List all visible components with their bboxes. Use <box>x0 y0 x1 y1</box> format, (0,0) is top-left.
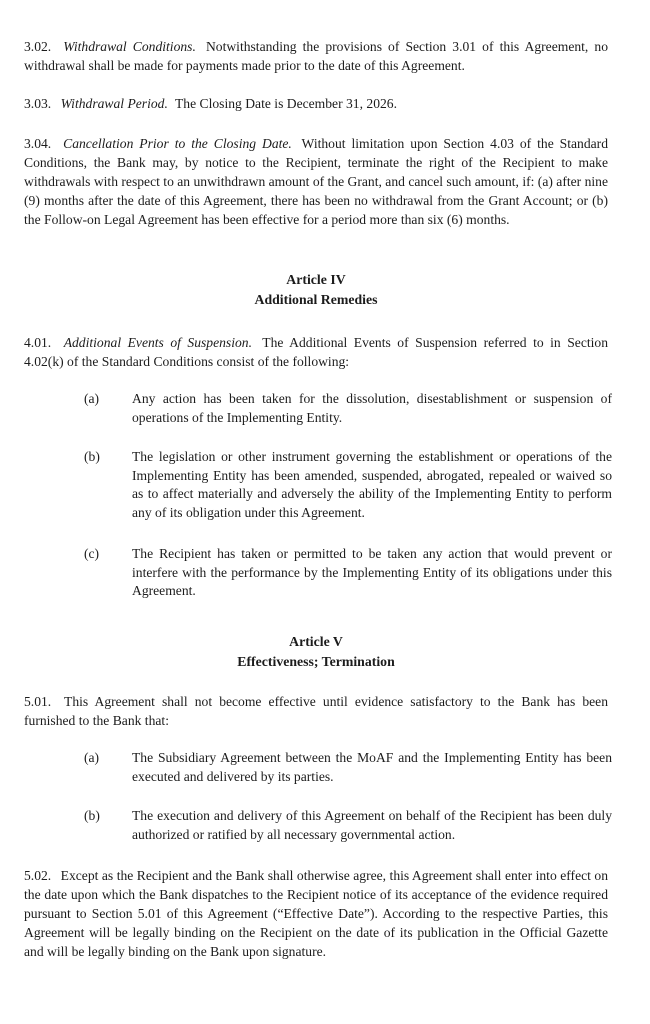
section-title: Cancellation Prior to the Closing Date. <box>63 136 292 151</box>
list-item-label: (a) <box>84 391 100 406</box>
article-4-heading: Article IV <box>286 272 346 287</box>
section-3-04 <box>24 134 608 229</box>
list-item-text: The Recipient has taken or permitted to be taken any action that would prevent or interfere with the performance by the Implementing Entity of its obligations under this Agreement. <box>132 546 612 598</box>
list-item-text: Any action has been taken for the dissolution, disestablishment or suspension of operations of the Implementing Entity. <box>132 391 612 425</box>
section-title: Withdrawal Conditions. <box>63 39 196 54</box>
section-number: 3.02. <box>24 39 52 54</box>
list-item <box>84 390 612 427</box>
section-5-01 <box>24 692 608 730</box>
article-5-heading: Article V <box>289 634 343 649</box>
list-item-text: The legislation or other instrument governing the establishment or operations of the Implementing Entity has been amended, suspended, abrogated, repealed or waived so as to affect materially and adversely the ability of the Implementing Entity to perform any of its obligation under this Agreement. <box>132 449 612 520</box>
list-item-text: The execution and delivery of this Agreement on behalf of the Recipient has been duly authorized or ratified by all necessary governmental action. <box>132 808 612 842</box>
section-title: Additional Events of Suspension. <box>63 335 252 350</box>
section-text: Except as the Recipient and the Bank shall otherwise agree, this Agreement shall enter into effect on the date upon which the Bank dispatches to the Recipient notice of its acceptance of the evidence required pursuant to Section 5.01 of this Agreement (“Effective Date”). According to the respective Parties, this Agreement will be legally binding on the Recipient on the date of its publication in the Official Gazette and will be legally binding on the Bank upon signature. <box>24 868 608 959</box>
list-item-label: (b) <box>84 808 100 823</box>
list-item <box>84 807 612 844</box>
article-4-subheading: Additional Remedies <box>254 292 378 307</box>
list-item <box>84 448 612 522</box>
section-text: Notwithstanding the provisions of Section 3.01 of this Agreement, no withdrawal shall be made for payments made prior to the date of this Agreement. <box>24 39 608 73</box>
section-text: Without limitation upon Section 4.03 of the Standard Conditions, the Bank may, by notice to the Recipient, terminate the right of the Recipient to make withdrawals with respect to an unwithdrawn amount of the Grant, and cancel such amount, if: (a) after nine (9) months after the date of this Agreement, there has been no withdrawal from the Grant Account; or (b) the Follow-on Legal Agreement has been effective for a period more than six (6) months. <box>24 136 609 227</box>
section-text: The Additional Events of Suspension referred to in Section 4.02(k) of the Standard Conditions consist of the following: <box>24 335 609 369</box>
section-title: Withdrawal Period. <box>60 96 168 111</box>
section-number: 3.03. <box>24 96 52 111</box>
list-item-label: (a) <box>84 750 100 765</box>
section-text: This Agreement shall not become effective until evidence satisfactory to the Bank has been furnished to the Bank that: <box>24 694 608 728</box>
section-text: The Closing Date is December 31, 2026. <box>175 96 397 111</box>
list-item-label: (b) <box>84 449 100 464</box>
section-number: 3.04. <box>24 136 52 151</box>
section-5-02 <box>24 866 608 961</box>
list-item-text: The Subsidiary Agreement between the MoAF and the Implementing Entity has been executed and delivered by its parties. <box>132 750 612 784</box>
list-item <box>84 545 612 601</box>
list-item <box>84 749 612 786</box>
list-item-label: (c) <box>84 546 100 561</box>
section-4-01 <box>24 333 608 371</box>
article-5-subheading: Effectiveness; Termination <box>237 654 395 669</box>
section-3-03 <box>24 94 608 113</box>
section-3-02 <box>24 37 608 75</box>
section-number: 5.02. <box>24 868 52 883</box>
section-number: 4.01. <box>24 335 52 350</box>
section-number: 5.01. <box>24 694 52 709</box>
